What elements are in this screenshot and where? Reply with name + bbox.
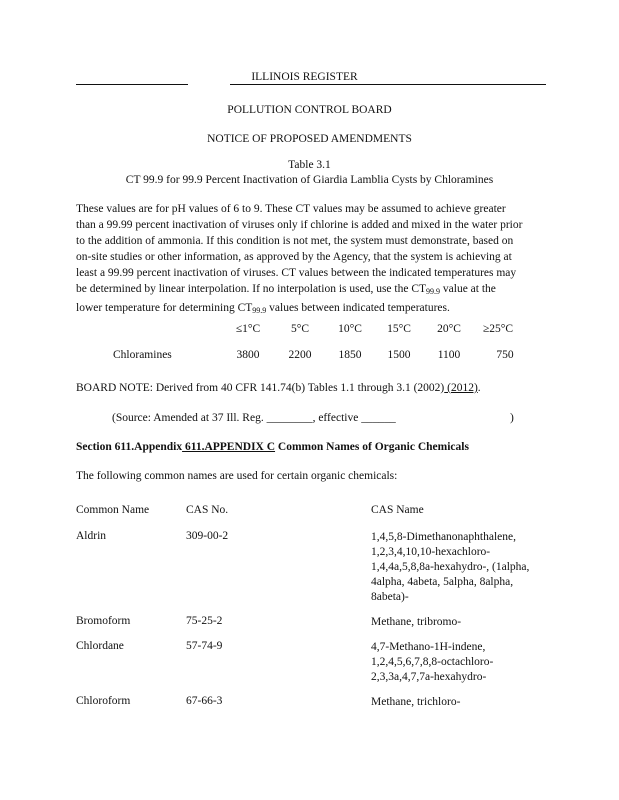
chemical-cas: 75-25-2 <box>186 615 223 627</box>
chemical-cas: 309-00-2 <box>186 530 229 542</box>
intro-line: least a 99.99 percent inactivation of viruses. CT values between the indicated temperatures may <box>76 267 517 279</box>
section-heading: Section 611.Appendix 611.APPENDIX C Common Names of Organic Chemicals <box>76 441 469 453</box>
chemical-name: Bromoform <box>76 615 131 627</box>
table-cell: 750 <box>496 349 514 361</box>
chemical-cas: 57-74-9 <box>186 640 223 652</box>
intro-line: These values are for pH values of 6 to 9. These CT values may be assumed to achieve greater <box>76 203 506 215</box>
chemical-cas-name: 4,7-Methano-1H-indene, 1,2,4,5,6,7,8,8-octachloro- 2,3,3a,4,7,7a-hexahydro- <box>371 641 494 683</box>
table-cell: 1100 <box>437 349 461 361</box>
chemical-name: Aldrin <box>76 530 107 542</box>
column-header: ≤1°C <box>235 323 261 335</box>
source-note: (Source: Amended at 37 Ill. Reg. ________, effective ______ <box>112 412 396 424</box>
chemical-cas: 67-66-3 <box>186 695 223 707</box>
intro-line: be determined by linear interpolation. If no interpolation is used, use the $CT_{99.9}$ value at the <box>76 283 496 296</box>
header-rule-left <box>76 84 188 85</box>
section-intro: The following common names are used for certain organic chemicals: <box>76 470 398 482</box>
new-heading: 611.APPENDIX C <box>182 441 276 453</box>
source-close: ) <box>510 412 514 424</box>
table-title: CT 99.9 for 99.9 Percent Inactivation of Giardia Lamblia Cysts by Chloramines <box>125 174 494 186</box>
column-header: 15°C <box>387 323 411 335</box>
notice-title: NOTICE OF PROPOSED AMENDMENTS <box>207 133 412 145</box>
table-cell: 2200 <box>288 349 312 361</box>
table-cell: 3800 <box>236 349 260 361</box>
column-header-cas-no: CAS No. <box>186 504 229 516</box>
table-number: Table 3.1 <box>288 159 331 171</box>
column-header: 10°C <box>338 323 362 335</box>
column-header: 5°C <box>290 323 310 335</box>
inserted-text: (2012) <box>444 382 478 394</box>
intro-line: than a 99.99 percent inactivation of viruses only if chlorine is added and mixed in the water prior <box>76 219 523 231</box>
chemical-cas-name: 1,4,5,8-Dimethanonaphthalene, 1,2,3,4,10,10-hexachloro- 1,4,4a,5,8,8a-hexahydro-, (1alpha, 4alpha, 4abeta, 5alpha, 8alpha, 8abeta)- <box>371 531 530 603</box>
row-label: Chloramines <box>113 349 172 361</box>
header-rule-right <box>230 84 546 85</box>
chemical-cas-name: Methane, trichloro- <box>371 696 461 708</box>
table-intro <box>76 201 546 319</box>
column-header: 20°C <box>437 323 461 335</box>
table-cell: 1850 <box>338 349 362 361</box>
column-header: ≥25°C <box>482 323 514 335</box>
column-header-common-name: Common Name <box>76 504 150 516</box>
board-title: POLLUTION CONTROL BOARD <box>227 104 392 116</box>
intro-line: to the addition of ammonia. If this condition is not met, the system must demonstrate, based on <box>76 235 514 247</box>
intro-line: on-site studies or other information, as approved by the Agency, that the system is achieving at <box>76 251 512 263</box>
chemical-name: Chloroform <box>76 695 131 707</box>
chemical-cas-name: Methane, tribromo- <box>371 616 462 628</box>
board-note: BOARD NOTE: Derived from 40 CFR 141.74(b) Tables 1.1 through 3.1 (2002) (2012). <box>76 382 481 394</box>
register-title: ILLINOIS REGISTER <box>251 71 358 83</box>
table-cell: 1500 <box>387 349 411 361</box>
intro-line: lower temperature for determining $CT_{99.9}$ values between indicated temperatures. <box>76 302 450 315</box>
column-header-cas-name: CAS Name <box>371 504 424 516</box>
chemical-name: Chlordane <box>76 640 124 652</box>
